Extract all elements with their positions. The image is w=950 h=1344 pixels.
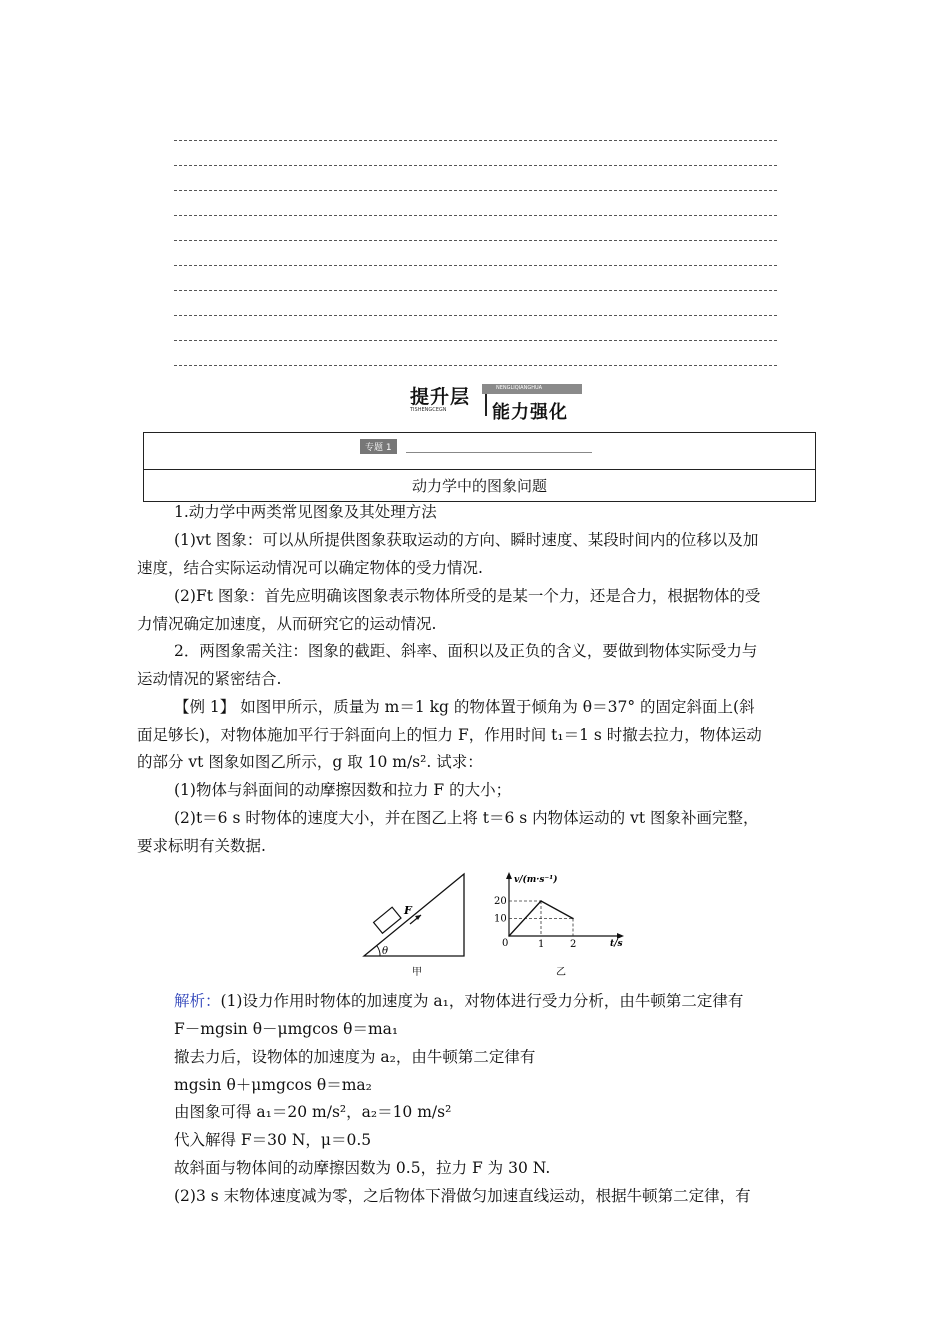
banner-left-subtitle: TISHENGCEGN [410,407,447,413]
topic-box [143,432,816,502]
banner-separator [485,394,487,416]
equation-line: mgsin θ＋μmgcos θ＝ma₂ [174,1076,372,1094]
angle-label: θ [382,946,389,957]
solution-line: (2)3 s 末物体速度减为零，之后物体下滑做匀加速直线运动，根据牛顿第二定律，有 [174,1187,751,1205]
section-banner [406,380,586,423]
figure-caption-jia: 甲 [412,967,422,978]
y-tick-label: 10 [494,913,507,925]
solution-line [174,991,743,1011]
answer-line [174,265,777,266]
y-tick-label: 20 [494,896,507,907]
topic-tag-label: 专题 1 [360,439,397,454]
solution-line: 故斜面与物体间的动摩擦因数为 0.5，拉力 F 为 30 N. [174,1159,551,1177]
solution-line: 代入解得 F＝30 N，μ＝0.5 [174,1131,372,1149]
answer-line [174,240,777,241]
paragraph-line: 速度，结合实际运动情况可以确定物体的受力情况. [137,559,483,577]
paragraph-line: 1.动力学中两类常见图象及其处理方法 [174,503,437,521]
question-line: 要求标明有关数据. [137,837,266,855]
question-line: (2)t＝6 s 时物体的速度大小，并在图乙上将 t＝6 s 内物体运动的 vt 图象补画完整， [174,809,759,827]
figure-caption-yi: 乙 [556,967,566,978]
topic-tag [360,439,590,453]
solution-line: 撤去力后，设物体的加速度为 a₂，由牛顿第二定律有 [174,1048,536,1066]
equation-line: F－mgsin θ－μmgcos θ＝ma₁ [174,1020,399,1038]
banner-bar-text: NENGLIQIANGHUA [496,385,543,391]
answer-line [174,315,777,316]
solution-label: 解析： [174,992,221,1010]
answer-line [174,290,777,291]
paragraph-line: (2)Ft 图象：首先应明确该图象表示物体所受的是某一个力，还是合力，根据物体的受 [174,587,761,605]
example-line: 面足够长)，对物体施加平行于斜面向上的恒力 F，作用时间 t₁＝1 s 时撤去拉力，物体运动 [137,726,762,744]
x-axis-label: t/s [610,939,623,949]
answer-line [174,140,777,141]
vt-chart [488,866,638,978]
angle-arc [377,946,380,956]
vt-data-point [572,918,574,920]
x-tick-label: 1 [538,939,545,950]
paragraph-line: 运动情况的紧密结合. [137,670,282,688]
incline-figure [358,866,478,978]
answer-line [174,365,777,366]
question-line: (1)物体与斜面间的动摩擦因数和拉力 F 的大小； [174,781,512,799]
x-tick-label: 2 [570,939,577,950]
y-axis-label: v/(m·s⁻¹) [514,875,558,885]
answer-line [174,165,777,166]
paragraph-line: 力情况确定加速度，从而研究它的运动情况. [137,615,437,633]
answer-line [174,340,777,341]
origin-label: 0 [502,938,509,949]
banner-left-title: 提升层 [410,386,471,408]
topic-tag-underline [406,452,592,453]
solution-text: (1)设力作用时物体的加速度为 a₁，对物体进行受力分析，由牛顿第二定律有 [220,992,744,1010]
y-axis-arrow [506,872,512,879]
example-line: 【例 1】 如图甲所示，质量为 m＝1 kg 的物体置于倾角为 θ＝37° 的固定斜面上(斜 [174,698,755,716]
vt-data-point [508,935,510,937]
incline-triangle [364,874,464,956]
banner-right-title: 能力强化 [492,402,568,423]
vt-data-point [540,900,542,902]
example-line: 的部分 vt 图象如图乙所示，g 取 10 m/s². 试求： [137,753,483,771]
answer-line [174,190,777,191]
paragraph-line: (1)vt 图象：可以从所提供图象获取运动的方向、瞬时速度、某段时间内的位移以及加 [174,531,759,549]
topic-title: 动力学中的图象问题 [411,477,547,495]
solution-line: 由图象可得 a₁＝20 m/s²，a₂＝10 m/s² [174,1103,452,1121]
force-label: F [404,904,412,917]
answer-line [174,215,777,216]
paragraph-line: 2．两图象需关注：图象的截距、斜率、面积以及正负的含义，要做到物体实际受力与 [174,642,758,660]
topic-divider [144,469,815,470]
